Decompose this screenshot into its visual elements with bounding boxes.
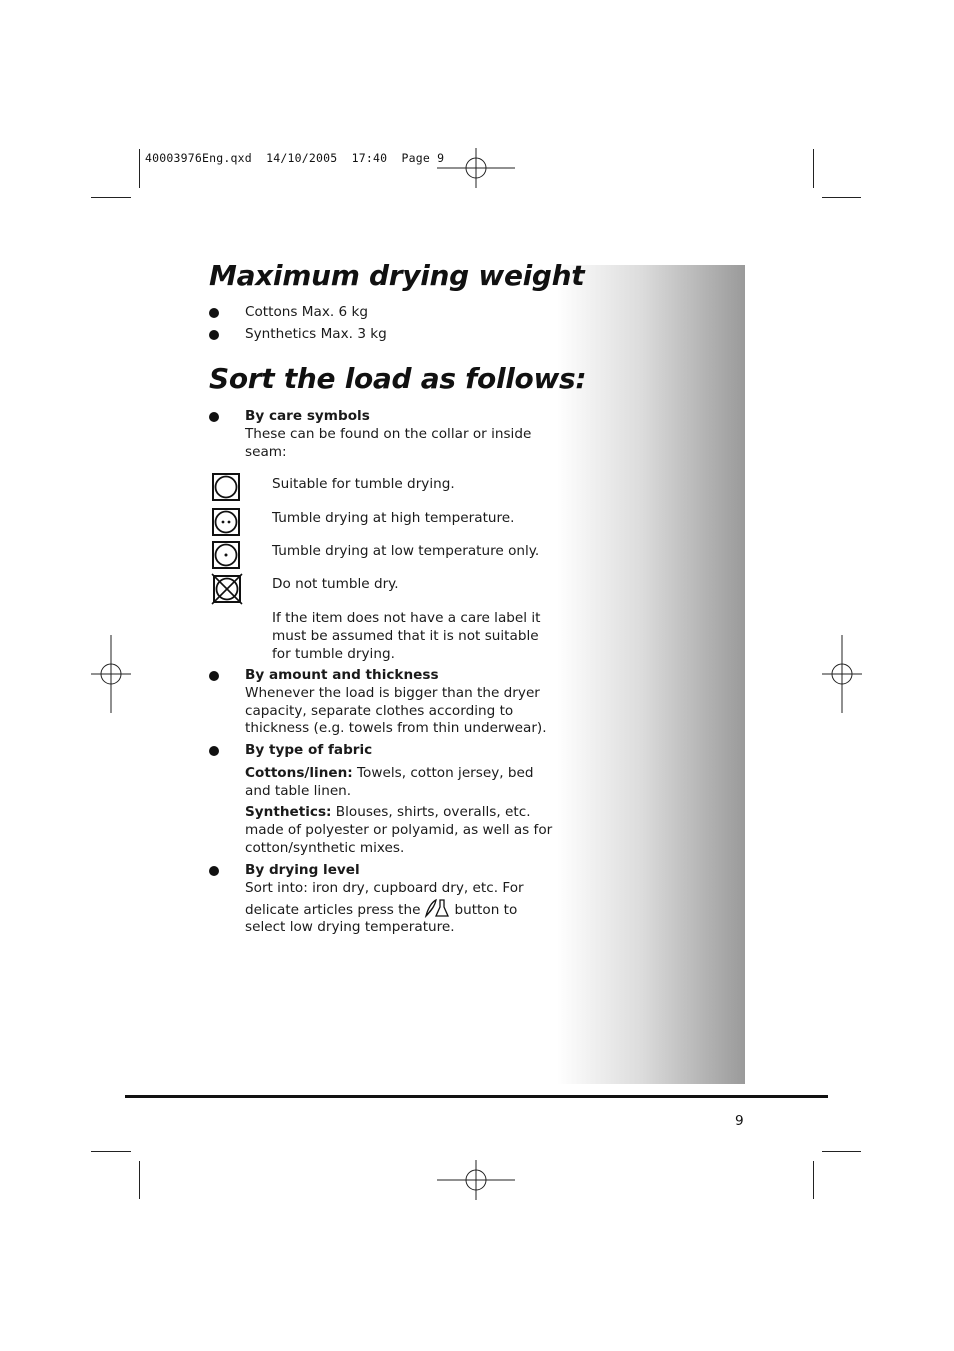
heading-maximum-drying-weight: Maximum drying weight <box>209 259 585 292</box>
drying-level-text-after: button to select low drying temperature. <box>245 901 518 936</box>
amount-heading: By amount and thickness <box>245 667 439 683</box>
registration-mark-left <box>91 635 131 713</box>
care-label-note: If the item does not have a care label it must be assumed that it is not suitable for tumble drying. <box>272 610 541 662</box>
symbol-label: Tumble drying at high temperature. <box>272 510 515 526</box>
care-symbols-block <box>245 408 555 461</box>
list-item: Cottons Max. 6 kg <box>245 304 369 320</box>
do-not-tumble-dry-icon <box>211 573 243 605</box>
symbol-label: Suitable for tumble drying. <box>272 476 455 492</box>
cottons-paragraph <box>245 765 555 801</box>
bullet <box>209 671 219 681</box>
symbol-label: Tumble drying at low temperature only. <box>272 543 540 559</box>
synthetics-paragraph <box>245 804 555 857</box>
bullet <box>209 746 219 756</box>
care-symbols-heading: By care symbols <box>245 408 370 424</box>
bullet <box>209 330 219 340</box>
printer-slug: 40003976Eng.qxd 14/10/2005 17:40 Page 9 <box>145 151 445 165</box>
page-number: 9 <box>735 1113 744 1129</box>
cottons-text: Towels, cotton jersey, bed and table linen. <box>245 765 534 799</box>
drying-level-heading: By drying level <box>245 862 360 878</box>
bullet <box>209 412 219 422</box>
tumble-dry-icon <box>212 473 240 501</box>
list-item: Synthetics Max. 3 kg <box>245 326 387 342</box>
bullet <box>209 308 219 318</box>
fabric-heading <box>245 742 555 760</box>
symbol-label: Do not tumble dry. <box>272 576 399 592</box>
drying-level-text <box>245 880 555 937</box>
delicate-button-icon <box>424 898 450 918</box>
fabric-heading-text: By type of fabric <box>245 742 373 758</box>
tumble-dry-low-icon <box>212 541 240 569</box>
registration-mark-top <box>437 148 515 188</box>
drying-level-text-before: Sort into: iron dry, cupboard dry, etc. For delicate articles press the <box>245 879 524 918</box>
drying-level-block <box>245 862 555 937</box>
footer-rule <box>125 1095 828 1098</box>
cottons-label: Cottons/linen: <box>245 765 353 781</box>
synthetics-text: Blouses, shirts, overalls, etc. made of polyester or polyamid, as well as for cotton/synthetic mixes. <box>245 804 553 856</box>
amount-text: Whenever the load is bigger than the dryer capacity, separate clothes according to thickness (e.g. towels from thin underwear). <box>245 684 547 737</box>
amount-block <box>245 667 555 738</box>
registration-mark-bottom <box>437 1160 515 1200</box>
tumble-dry-high-icon <box>212 508 240 536</box>
synthetics-label: Synthetics: <box>245 804 332 820</box>
heading-sort-the-load: Sort the load as follows: <box>209 362 587 395</box>
bullet <box>209 866 219 876</box>
registration-mark-right <box>822 635 862 713</box>
care-symbols-text: These can be found on the collar or inside seam: <box>245 425 532 460</box>
